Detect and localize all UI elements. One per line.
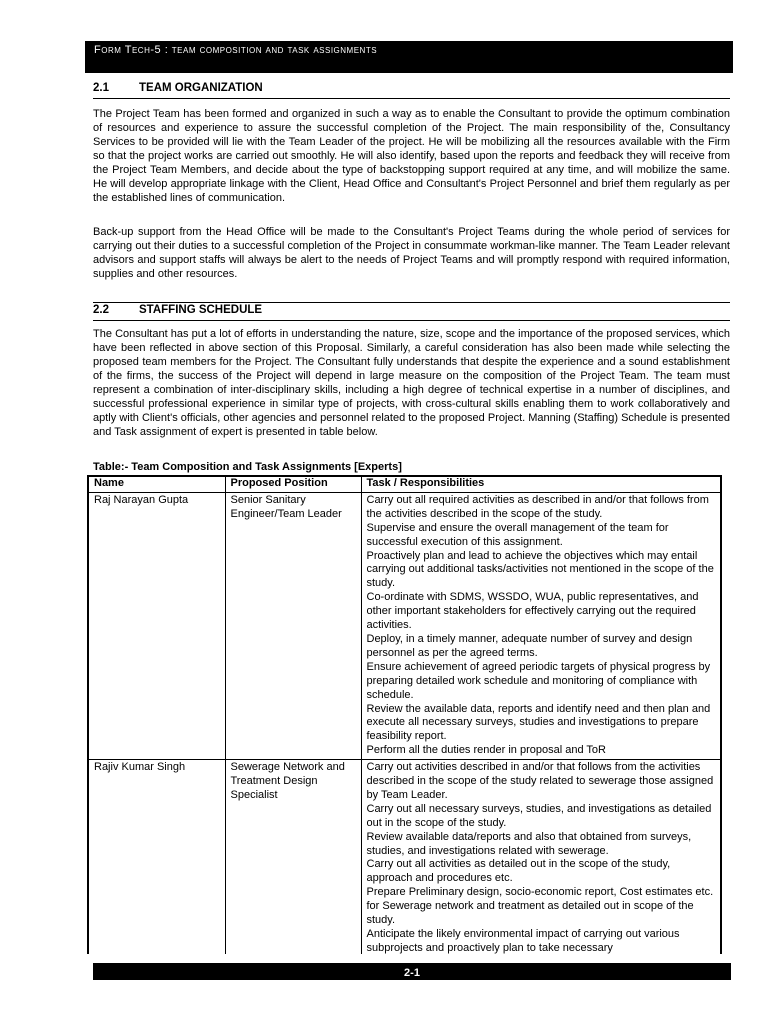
column-header-name: Name xyxy=(89,477,225,492)
team-composition-table xyxy=(87,475,722,954)
expert-name: Rajiv Kumar Singh xyxy=(89,760,225,954)
section-number: 2.2 xyxy=(93,304,109,316)
task-item: Review the available data, reports and identify need and then plan and execute all necessary surveys, studies and investigations to prepare feasibility report. xyxy=(366,702,711,743)
section-rule xyxy=(93,302,730,303)
form-header-title: Form Tech-5 : team composition and task assignments xyxy=(94,44,378,56)
expert-position: Senior Sanitary Engineer/Team Leader xyxy=(225,492,361,759)
section-title: TEAM ORGANIZATION xyxy=(139,82,263,94)
section-heading-staffing-schedule xyxy=(93,304,730,316)
task-item: Perform all the duties render in proposal and ToR xyxy=(366,744,606,757)
section-rule xyxy=(93,98,730,99)
section-heading-team-organization xyxy=(93,82,730,94)
task-item: Supervise and ensure the overall management of the team for successful execution of this assignment. xyxy=(366,521,669,548)
task-item: Co-ordinate with SDMS, WSSDO, WUA, public representatives, and other important stakeholders for effectively carrying out the required activities. xyxy=(366,591,699,632)
table-row xyxy=(89,760,720,954)
task-item: Deploy, in a timely manner, adequate number of survey and design personnel as per the agreed terms. xyxy=(366,632,693,659)
page-number: 2-1 xyxy=(404,967,420,979)
section-number: 2.1 xyxy=(93,82,109,94)
task-item: Prepare Preliminary design, socio-economic report, Cost estimates etc. for Sewerage network and treatment as detailed out in scope of the study. xyxy=(366,886,714,927)
column-header-tasks: Task / Responsibilities xyxy=(361,477,720,492)
table-caption: Table:- Team Composition and Task Assignments [Experts] xyxy=(93,461,402,473)
column-header-position: Proposed Position xyxy=(225,477,361,492)
paragraph-team-organization-2: Back-up support from the Head Office will be made to the Consultant's Project Teams during the whole period of services for carrying out their duties to a successful completion of the Project in consummate workman-like manner. The Team Leader relevant advisors and support staffs will always be alert to the needs of Project Teams and will promptly respond with required information, supplies and other resources. xyxy=(93,226,730,280)
task-item: Carry out all required activities as described in and/or that follows from the activities described in the scope of the study. xyxy=(366,493,709,520)
form-header-bar xyxy=(85,41,733,73)
task-item: Carry out all activities as detailed out in the scope of the study, approach and procedures etc. xyxy=(366,858,671,885)
task-list xyxy=(361,492,720,759)
table-row xyxy=(89,492,720,759)
task-item: Review available data/reports and also that obtained from surveys, studies, and investigations related with sewerage. xyxy=(366,830,692,857)
task-item: Proactively plan and lead to achieve the objectives which may entail carrying out additional tasks/activities not mentioned in the scope of the study. xyxy=(366,549,714,590)
section-title: STAFFING SCHEDULE xyxy=(139,304,263,316)
task-item: Ensure achievement of agreed periodic targets of physical progress by preparing detailed work schedule and monitoring of compliance with schedule. xyxy=(366,660,711,701)
paragraph-team-organization-1: The Project Team has been formed and organized in such a way as to enable the Consultant to provide the optimum combination of resources and experience to assure the successful completion of the Project. The main responsibility of the, Consultancy Services to be provided will lie with the Team Leader of the project. He will be mobilizing all the resources available with the Firm so that the project works are carried out smoothly. He will also identify, based upon the reports and feedback they will receive from the Project Team Members, and decide about the type of backstopping support required at any time, and will mobilize the same. He will develop appropriate linkage with the Client, Head Office and Consultant's Project Personnel and brief them regularly as per the established lines of communication. xyxy=(93,108,730,204)
paragraph-staffing-schedule: The Consultant has put a lot of efforts in understanding the nature, size, scope and the importance of the proposed services, which have been reflected in above section of this Proposal. Similarly, a careful consideration has also been made while selecting the proposed team members for the Project. The Consultant fully understands that despite the experience and a sound establishment of the firms, the success of the Project will depend in large measure on the composition of the Project Team. The team must represent a combination of inter-disciplinary skills, including a high degree of technical expertise in a number of disciplines, and successful professional experience in similar type of projects, with cross-cultural skills enabling them to work collaboratively and aptly with Client's officials, other agencies and personnel related to the proposed Project. Manning (Staffing) Schedule is presented and Task assignment of expert is presented in table below. xyxy=(93,328,730,438)
task-item: Anticipate the likely environmental impact of carrying out various subprojects and proactively plan to take necessary xyxy=(366,928,680,954)
section-rule xyxy=(93,320,730,321)
task-item: Carry out activities described in and/or that follows from the activities described in the scope of the study related to sewerage those assigned by Team Leader. xyxy=(366,761,714,801)
expert-name: Raj Narayan Gupta xyxy=(89,492,225,759)
page-footer-bar xyxy=(93,963,731,980)
task-item: Carry out all necessary surveys, studies, and investigations as detailed out in the scope of the study. xyxy=(366,802,712,829)
task-list xyxy=(361,760,720,954)
expert-position: Sewerage Network and Treatment Design Specialist xyxy=(225,760,361,954)
